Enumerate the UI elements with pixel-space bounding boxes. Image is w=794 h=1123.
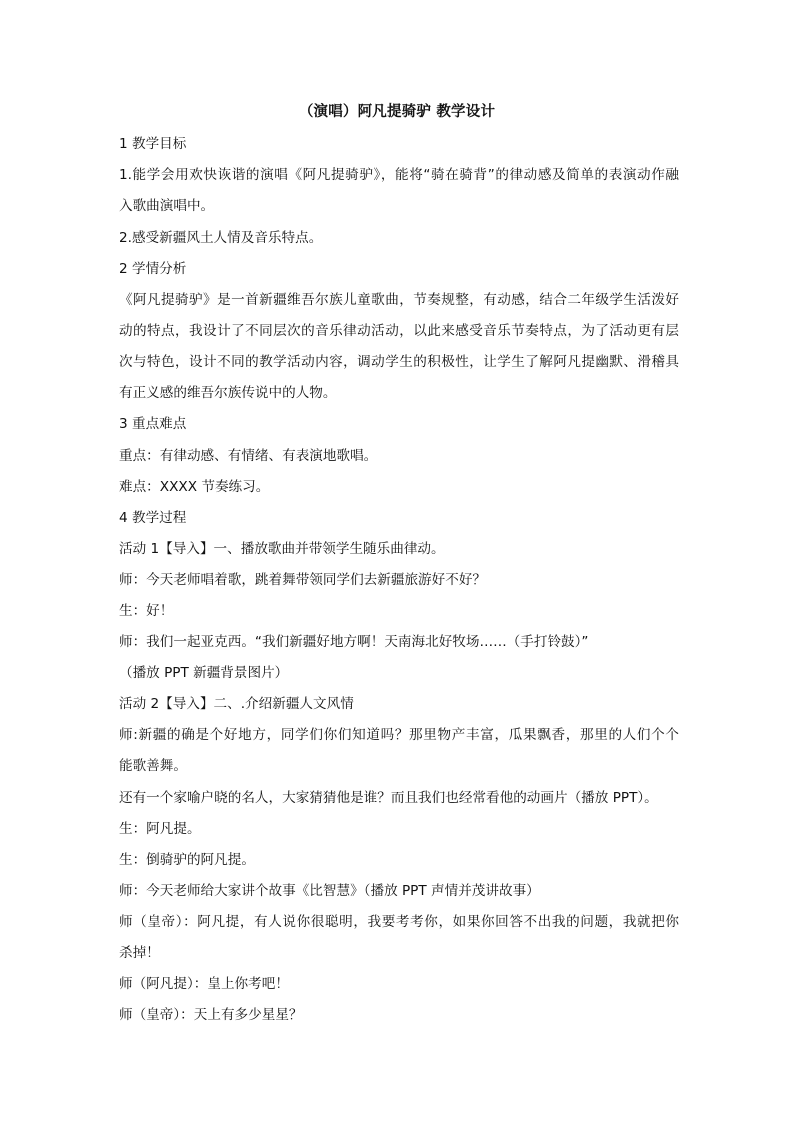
paragraph-line: 师（皇帝）：阿凡提，有人说你很聪明，我要考考你，如果你回答不出我的问题，我就把你: [119, 914, 679, 930]
paragraph-line: 生：倒骑驴的阿凡提。: [119, 852, 255, 868]
paragraph-line: 《阿凡提骑驴》是一首新疆维吾尔族儿童歌曲，节奏规整，有动感，结合二年级学生活泼好: [119, 292, 679, 308]
paragraph-line: 能歌善舞。: [119, 758, 187, 774]
paragraph-line: 师（阿凡提）：皇上你考吧！: [119, 976, 289, 992]
paragraph-line: 活动 1【导入】一、播放歌曲并带领学生随乐曲律动。: [119, 541, 445, 557]
heading-key-points: 3 重点难点: [119, 416, 187, 432]
paragraph-line: 活动 2【导入】二、.介绍新疆人文风情: [119, 696, 354, 712]
paragraph-line: 还有一个家喻户晓的名人，大家猜猜他是谁？而且我们也经常看他的动画片（播放 PPT）。: [119, 790, 658, 806]
document-title: （演唱）阿凡提骑驴 教学设计: [298, 104, 496, 120]
paragraph-line: 师：今天老师唱着歌，跳着舞带领同学们去新疆旅游好不好？: [119, 572, 487, 588]
heading-student-analysis: 2 学情分析: [119, 261, 187, 277]
paragraph-line: 动的特点，我设计了不同层次的音乐律动活动，以此来感受音乐节奏特点，为了活动更有层: [119, 323, 679, 339]
paragraph-line: 杀掉！: [119, 945, 160, 961]
paragraph-line: 2.感受新疆风土人情及音乐特点。: [119, 230, 323, 246]
heading-teaching-goals: 1 教学目标: [119, 136, 187, 152]
heading-teaching-process: 4 教学过程: [119, 510, 187, 526]
paragraph-line: 生：好！: [119, 603, 174, 619]
paragraph-line: 难点：XXXX 节奏练习。: [119, 479, 270, 495]
paragraph-line: 师：我们一起亚克西。“我们新疆好地方啊！天南海北好牧场……（手打铃鼓）”: [119, 634, 589, 650]
paragraph-line: 师（皇帝）：天上有多少星星？: [119, 1007, 303, 1023]
paragraph-line: 次与特色，设计不同的教学活动内容，调动学生的积极性，让学生了解阿凡提幽默、滑稽具: [119, 354, 679, 370]
paragraph-line: 生：阿凡提。: [119, 821, 201, 837]
paragraph-line: 1.能学会用欢快诙谐的演唱《阿凡提骑驴》，能将“骑在骑背”的律动感及简单的表演动作融: [119, 167, 679, 183]
paragraph-line: 有正义感的维吾尔族传说中的人物。: [119, 385, 337, 401]
paragraph-line: 重点：有律动感、有情绪、有表演地歌唱。: [119, 448, 378, 464]
paragraph-line: 师：今天老师给大家讲个故事《比智慧》（播放 PPT 声情并茂讲故事）: [119, 883, 540, 899]
paragraph-line: 师:新疆的确是个好地方，同学们你们知道吗？那里物产丰富，瓜果飘香，那里的人们个个: [119, 727, 679, 743]
paragraph-line: （播放 PPT 新疆背景图片）: [119, 665, 289, 681]
paragraph-line: 入歌曲演唱中。: [119, 198, 215, 214]
